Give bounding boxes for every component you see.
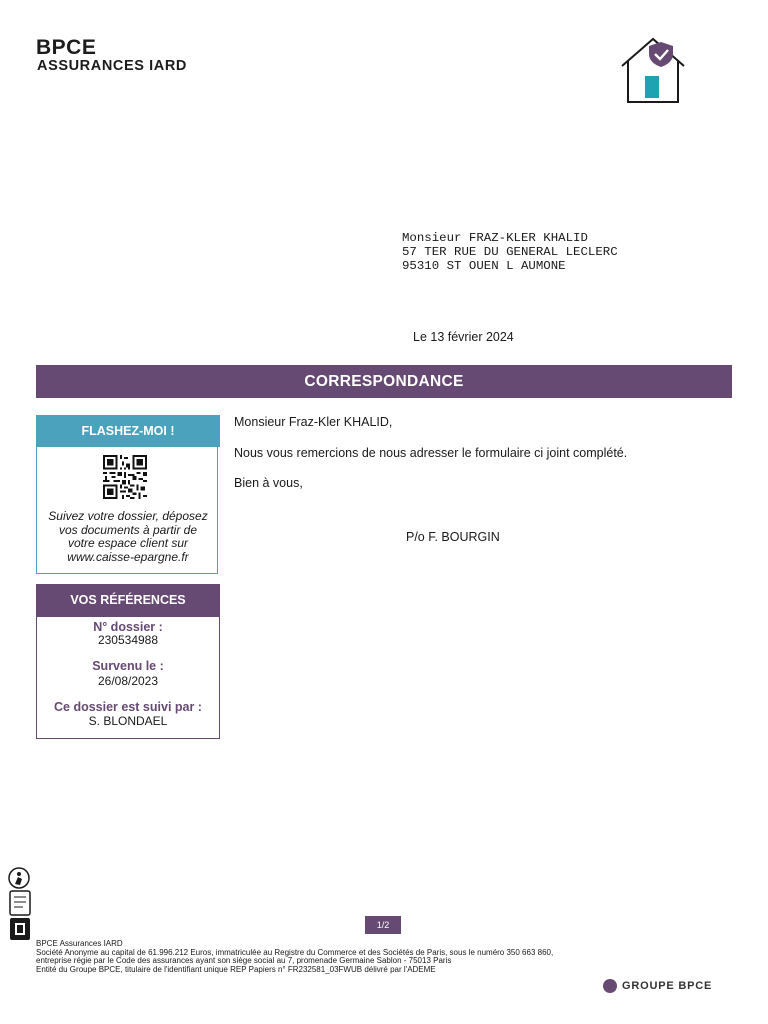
recipient-address [402, 231, 618, 273]
incident-date-label: Survenu le : [92, 659, 164, 673]
page-number-badge: 1/2 [365, 916, 401, 934]
legal-footer [36, 940, 636, 974]
footer-line: BPCE Assurances IARD [36, 939, 123, 948]
dossier-number-value: 230534988 [97, 633, 159, 647]
footer-line: Société Anonyme au capital de 61.996.212 Euros, immatriculée au Registre du Commerce et des Sociétés de Paris, sous le numéro 350 663 860, [36, 947, 554, 957]
recycling-icon [6, 867, 34, 941]
letter-paragraph: Nous vous remercions de nous adresser le formulaire ci joint complété. [234, 446, 628, 460]
handler-label: Ce dossier est suivi par : [54, 700, 202, 714]
flash-text-line: vos documents à partir de [58, 522, 198, 537]
footer-line: entreprise régie par le Code des assurances ayant son siège social au 7, promenade Germaine Sablon - 75013 Paris [36, 956, 452, 966]
dossier-number-label: N° dossier : [93, 620, 163, 634]
flash-panel-title: FLASHEZ-MOI ! [36, 415, 220, 447]
incident-date-value: 26/08/2023 [97, 674, 159, 688]
handler-value: S. BLONDAEL [88, 714, 168, 728]
letter-signature: P/o F. BOURGIN [406, 530, 500, 544]
letter-date: Le 13 février 2024 [413, 330, 514, 344]
flash-text-line: Suivez votre dossier, déposez [48, 509, 208, 523]
flash-panel-text [38, 510, 218, 564]
recipient-name: Monsieur FRAZ-KLER KHALID [402, 231, 588, 245]
footer-line: Entité du Groupe BPCE, titulaire de l'identifiant unique REP Papiers n° FR232581_03FWUB délivré par l'ADEME [36, 964, 436, 974]
recipient-city: 95310 ST OUEN L AUMONE [402, 259, 566, 273]
company-logo-bpce: BPCE [36, 36, 97, 59]
recipient-street: 57 TER RUE DU GENERAL LECLERC [402, 245, 618, 259]
document-title-banner: CORRESPONDANCE [36, 365, 732, 398]
company-logo-subtitle: ASSURANCES IARD [37, 58, 187, 74]
letter-salutation: Monsieur Fraz-Kler KHALID, [234, 415, 393, 429]
references-panel-title: VOS RÉFÉRENCES [36, 584, 220, 617]
house-shield-icon [618, 36, 688, 106]
groupe-bpce-logo: GROUPE BPCE [622, 980, 713, 992]
qr-code-icon[interactable] [101, 455, 149, 499]
flash-text-link[interactable]: www.caisse-epargne.fr [67, 549, 189, 564]
letter-closing: Bien à vous, [234, 476, 303, 490]
flash-text-line: votre espace client sur [67, 536, 189, 550]
groupe-bpce-logo-icon [603, 979, 617, 993]
